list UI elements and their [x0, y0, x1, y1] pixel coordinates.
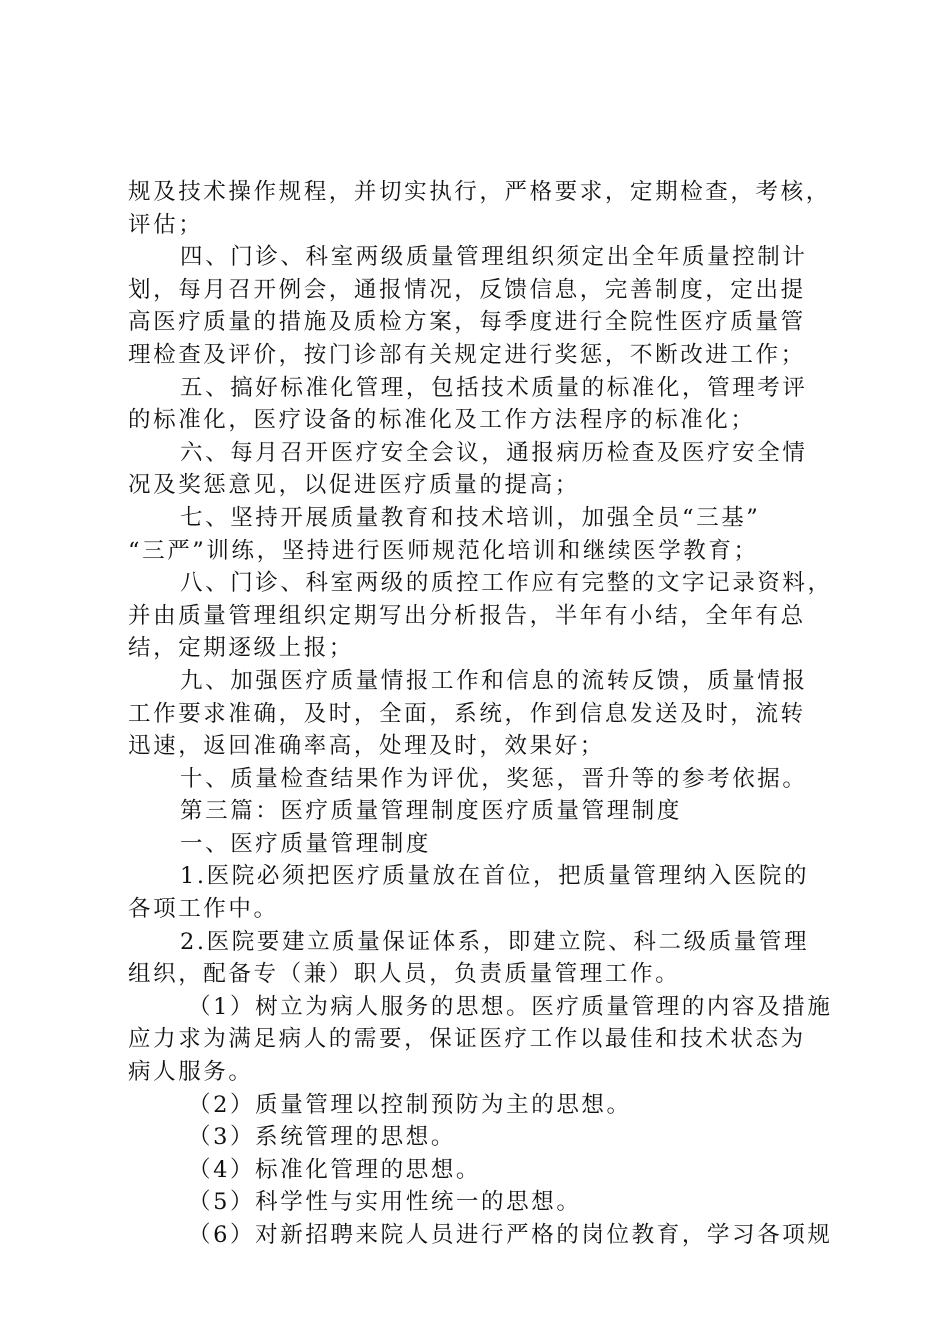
- text-line: 并由质量管理组织定期写出分析报告，半年有小结，全年有总: [128, 602, 806, 629]
- paragraph-start: 五、搞好标准化管理，包括技术质量的标准化，管理考评: [180, 374, 808, 401]
- text-line: 划，每月召开例会，通报情况，反馈信息，完善制度，定出提: [128, 276, 806, 303]
- text-line: 结，定期逐级上报；: [128, 635, 354, 662]
- paragraph-start: 四、门诊、科室两级质量管理组织须定出全年质量控制计: [180, 244, 808, 271]
- text-line: 迅速，返回准确率高，处理及时，效果好；: [128, 733, 605, 760]
- text-line: 理检查及评价，按门诊部有关规定进行奖惩，不断改进工作；: [128, 341, 806, 368]
- text-line: 应力求为满足病人的需要，保证医疗工作以最佳和技术状态为: [128, 1026, 806, 1053]
- paragraph-start: 七、坚持开展质量教育和技术培训，加强全员“三基”: [180, 504, 761, 531]
- section-heading: 第三篇：医疗质量管理制度医疗质量管理制度: [180, 798, 683, 825]
- text-line: 组织，配备专（兼）职人员，负责质量管理工作。: [128, 961, 681, 988]
- text-line: 病人服务。: [128, 1059, 254, 1086]
- paragraph-start: 2.医院要建立质量保证体系，即建立院、科二级质量管理: [180, 928, 810, 955]
- paragraph-start: （4）标准化管理的思想。: [188, 1156, 482, 1183]
- paragraph-start: （6）对新招聘来院人员进行严格的岗位教育，学习各项规: [188, 1222, 833, 1248]
- document-body: [128, 176, 838, 1252]
- paragraph-start: 八、门诊、科室两级的质控工作应有完整的文字记录资料，: [180, 570, 833, 597]
- paragraph-start: 1.医院必须把医疗质量放在首位，把质量管理纳入医院的: [180, 863, 810, 890]
- paragraph-start: （1）树立为病人服务的思想。医疗质量管理的内容及措施: [188, 993, 833, 1020]
- paragraph-start: 九、加强医疗质量情报工作和信息的流转反馈，质量情报: [180, 667, 808, 694]
- paragraph-start: （3）系统管理的思想。: [188, 1124, 456, 1151]
- text-line: 况及奖惩意见，以促进医疗质量的提高；: [128, 472, 580, 499]
- paragraph-start: 十、质量检查结果作为评优，奖惩，晋升等的参考依据。: [180, 765, 808, 792]
- text-line: 各项工作中。: [128, 896, 279, 923]
- text-line: 的标准化，医疗设备的标准化及工作方法程序的标准化；: [128, 407, 756, 434]
- paragraph-start: 六、每月召开医疗安全会议，通报病历检查及医疗安全情: [180, 439, 808, 466]
- text-line: 规及技术操作规程，并切实执行，严格要求，定期检查，考核，: [128, 179, 831, 205]
- paragraph-start: （2）质量管理以控制预防为主的思想。: [188, 1091, 632, 1118]
- text-line: 高医疗质量的措施及质检方案，每季度进行全院性医疗质量管: [128, 309, 806, 336]
- paragraph-start: （5）科学性与实用性统一的思想。: [188, 1189, 582, 1216]
- subsection-heading: 一、医疗质量管理制度: [180, 830, 432, 857]
- text-line: “三严”训练，坚持进行医师规范化培训和继续医学教育；: [128, 537, 759, 564]
- text-line: 工作要求准确，及时，全面，系统，作到信息发送及时，流转: [128, 700, 806, 727]
- text-line: 评估；: [128, 211, 204, 238]
